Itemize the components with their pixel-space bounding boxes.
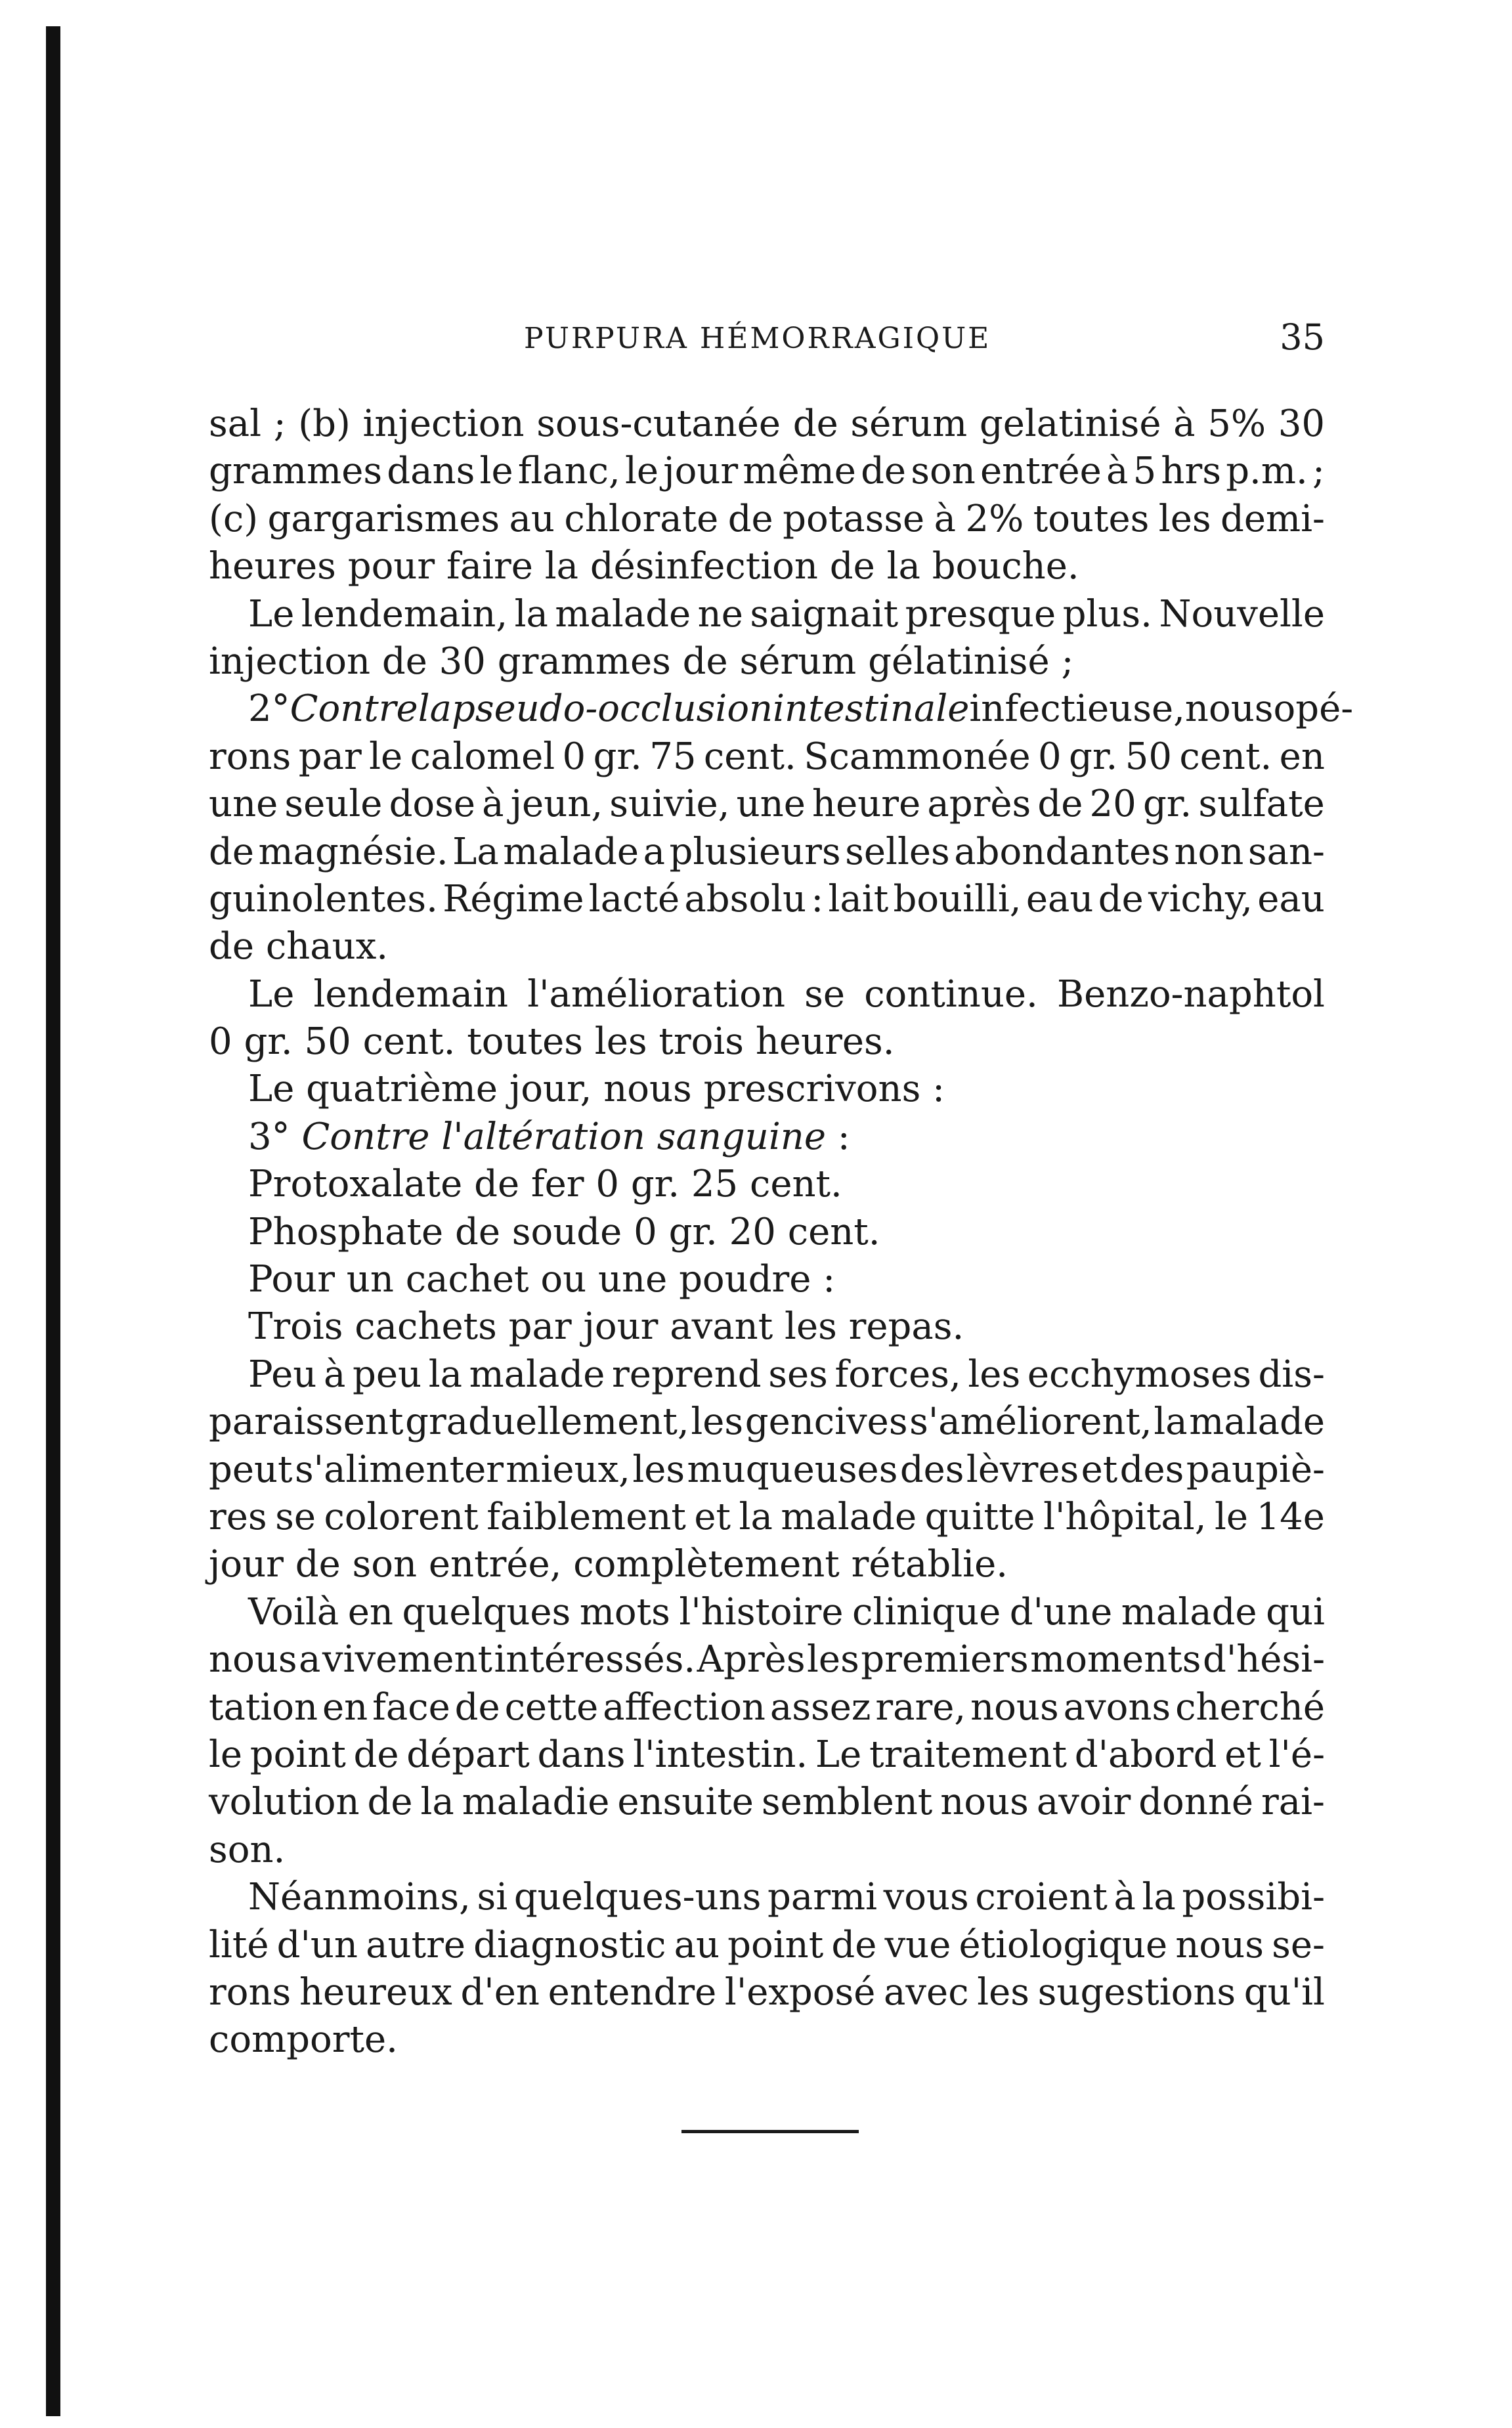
text-line: Voilà en quelques mots l'histoire clinique d'une malade qui xyxy=(248,1590,1325,1634)
running-head xyxy=(209,316,1325,374)
text-line: jour de son entrée, complètement rétablie. xyxy=(209,1543,1008,1586)
text-line: (c) gargarismes au chlorate de potasse à 2% toutes les demi- xyxy=(209,497,1325,540)
running-title: PURPURA HÉMORRAGIQUE xyxy=(524,322,991,355)
end-rule xyxy=(681,2130,859,2133)
text-line: Le lendemain l'amélioration se continue. Benzo-naphtol xyxy=(248,972,1325,1016)
text-line: Néanmoins, si quelques-uns parmi vous croient à la possibi- xyxy=(248,1876,1325,1919)
text-line: Le lendemain, la malade ne saignait presque plus. Nouvelle xyxy=(248,592,1325,636)
text-line: res se colorent faiblement et la malade quitte l'hôpital, le 14e xyxy=(209,1495,1325,1538)
text-line: le point de départ dans l'intestin. Le traitement d'abord et l'é- xyxy=(209,1733,1325,1776)
text-line: 2° Contre la pseudo-occlusion intestinale infectieuse, nous opé- xyxy=(248,687,1354,731)
binding-edge xyxy=(46,26,60,2416)
book-page xyxy=(209,316,1354,2064)
text-line: 0 gr. 50 cent. toutes les trois heures. xyxy=(209,1020,895,1064)
text-line: nous a vivement intéressés. Après les premiers moments d'hési- xyxy=(209,1638,1325,1681)
text-line: rons par le calomel 0 gr. 75 cent. Scammonée 0 gr. 50 cent. en xyxy=(209,735,1325,778)
text-line: guinolentes. Régime lacté absolu : lait bouilli, eau de vichy, eau xyxy=(209,877,1325,921)
text-line: 3° Contre l'altération sanguine : xyxy=(248,1115,850,1158)
text-line: sal ; (b) injection sous-cutanée de sérum gelatinisé à 5% 30 xyxy=(209,402,1325,445)
text-line: heures pour faire la désinfection de la bouche. xyxy=(209,545,1079,588)
text-line: paraissent graduellement, les gencives s'améliorent, la malade xyxy=(209,1400,1325,1444)
text-line: Phosphate de soude 0 gr. 20 cent. xyxy=(248,1210,880,1253)
page-number: 35 xyxy=(1280,316,1325,358)
text-line: tation en face de cette affection assez rare, nous avons cherché xyxy=(209,1685,1325,1729)
text-line: Protoxalate de fer 0 gr. 25 cent. xyxy=(248,1163,842,1206)
text-line: son. xyxy=(209,1828,286,1871)
text-line: Peu à peu la malade reprend ses forces, les ecchymoses dis- xyxy=(248,1353,1325,1396)
text-line: lité d'un autre diagnostic au point de vue étiologique nous se- xyxy=(209,1923,1325,1966)
text-line: Pour un cachet ou une poudre : xyxy=(248,1258,836,1301)
text-line: peut s'alimenter mieux, les muqueuses des lèvres et des paupiè- xyxy=(209,1448,1325,1491)
text-line: une seule dose à jeun, suivie, une heure après de 20 gr. sulfate xyxy=(209,783,1325,826)
text-line: de chaux. xyxy=(209,925,389,968)
text-line: Le quatrième jour, nous prescrivons : xyxy=(248,1068,945,1111)
text-line: Trois cachets par jour avant les repas. xyxy=(248,1305,964,1349)
text-line: grammes dans le flanc, le jour même de son entrée à 5 hrs p.m. ; xyxy=(209,450,1325,493)
text-line: rons heureux d'en entendre l'exposé avec les sugestions qu'il xyxy=(209,1970,1325,2014)
text-line: comporte. xyxy=(209,2018,398,2062)
body-text xyxy=(209,401,1354,2064)
text-line: injection de 30 grammes de sérum gélatinisé ; xyxy=(209,640,1074,683)
text-line: volution de la maladie ensuite semblent nous avoir donné rai- xyxy=(209,1781,1325,1824)
text-line: de magnésie. La malade a plusieurs selles abondantes non san- xyxy=(209,830,1325,873)
